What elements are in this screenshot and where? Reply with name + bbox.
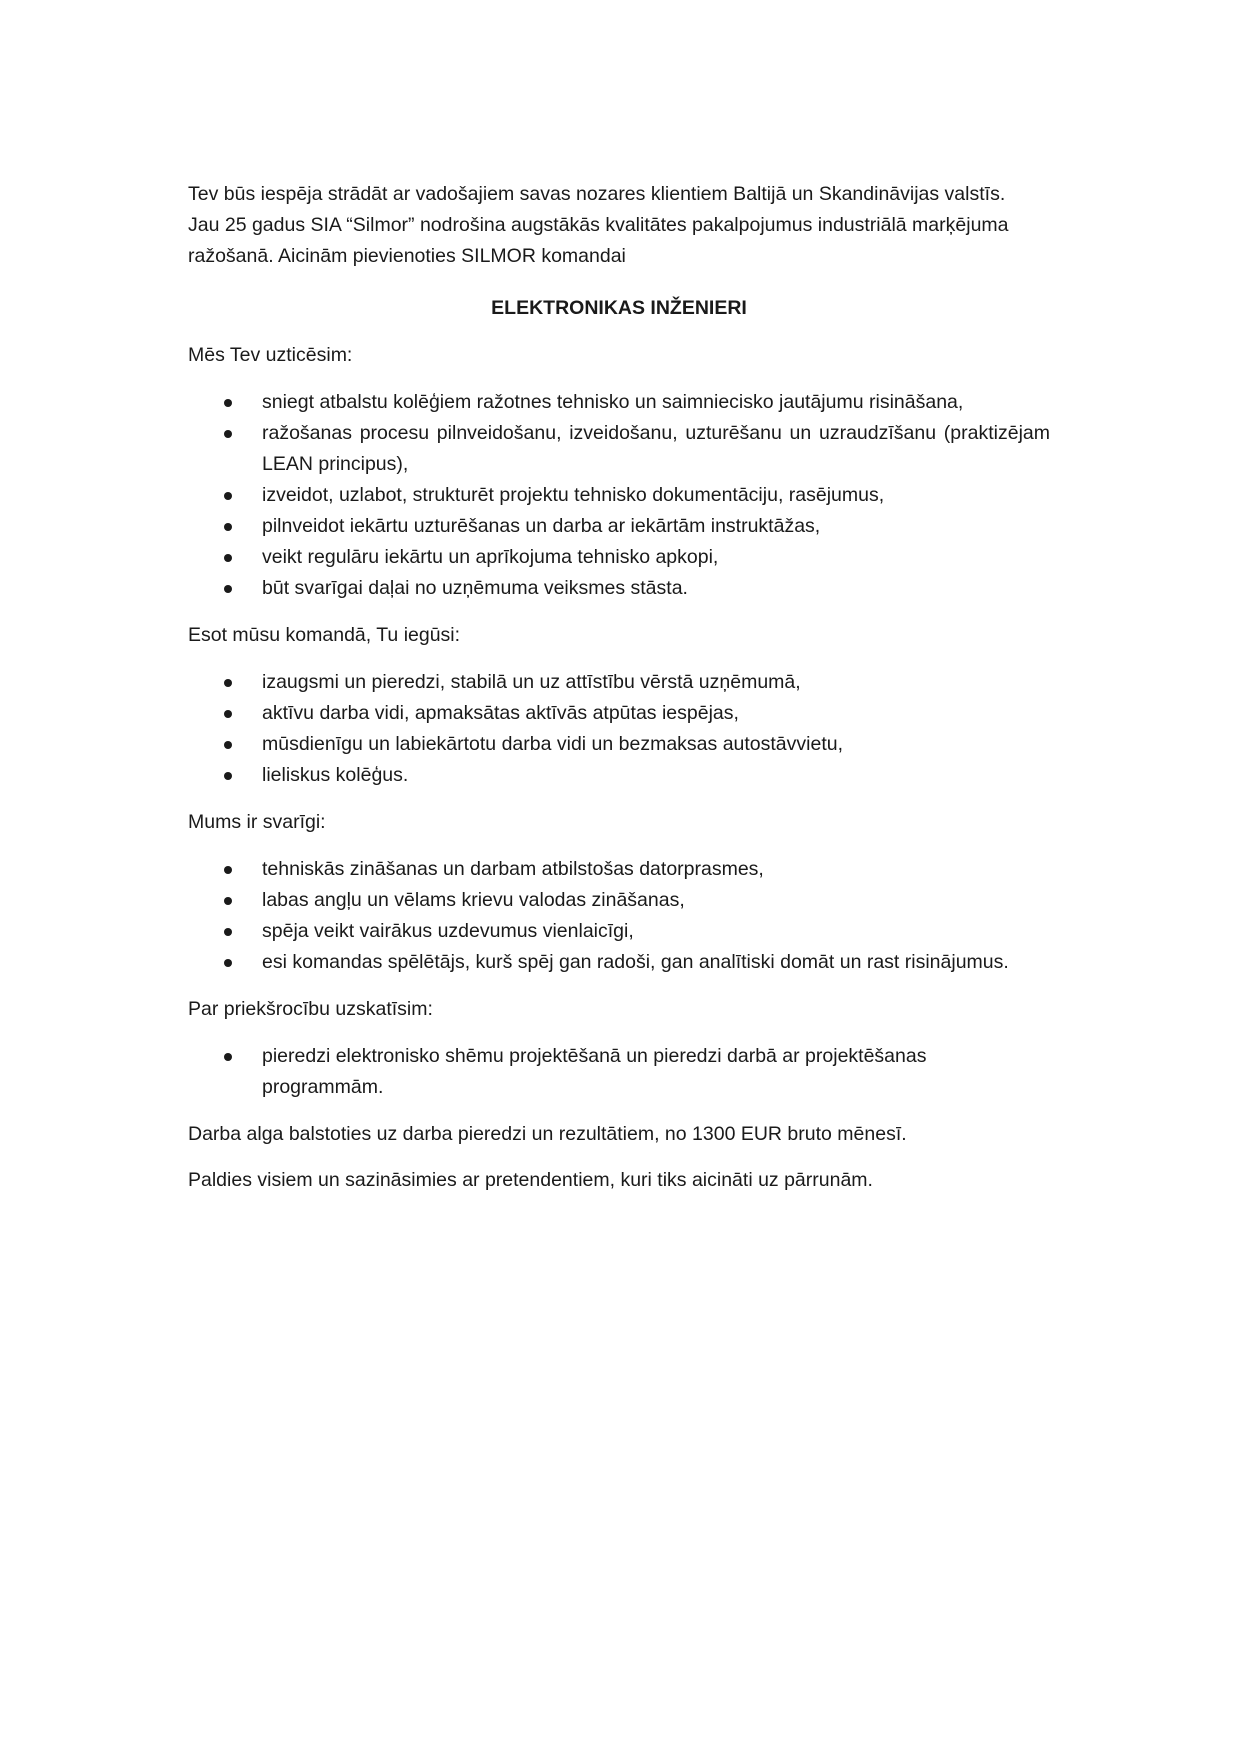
list-item-text: izaugsmi un pieredzi, stabilā un uz attīstību vērstā uzņēmumā,	[262, 671, 801, 693]
list-item	[188, 760, 1050, 791]
benefits-heading: Esot mūsu komandā, Tu iegūsi:	[188, 624, 461, 646]
benefits-list	[188, 667, 1050, 791]
bullet-icon	[224, 492, 232, 500]
list-item	[188, 916, 1050, 947]
intro-line: Jau 25 gadus SIA “Silmor” nodrošina augstākās kvalitātes pakalpojumus industriālā marķējuma	[188, 214, 1009, 236]
list-item-text: pieredzi elektronisko shēmu projektēšanā un pieredzi darbā ar projektēšanas programmām.	[262, 1045, 927, 1098]
intro-line: Tev būs iespēja strādāt ar vadošajiem savas nozares klientiem Baltijā un Skandināvijas valstīs.	[188, 183, 1006, 205]
list-item-text: aktīvu darba vidi, apmaksātas aktīvās atpūtas iespējas,	[262, 702, 739, 724]
bullet-icon	[224, 523, 232, 531]
list-item	[188, 885, 1050, 916]
list-item-text: sniegt atbalstu kolēģiem ražotnes tehnisko un saimniecisko jautājumu risināšana,	[262, 391, 964, 413]
bullet-icon	[224, 897, 232, 905]
advantages-list	[188, 1041, 1050, 1103]
bullet-icon	[224, 1053, 232, 1061]
list-item-text: izveidot, uzlabot, strukturēt projektu tehnisko dokumentāciju, rasējumus,	[262, 484, 885, 506]
list-item	[188, 418, 1050, 480]
advantages-heading: Par priekšrocību uzskatīsim:	[188, 998, 433, 1020]
intro-line: ražošanā. Aicinām pievienoties SILMOR komandai	[188, 245, 626, 267]
list-item	[188, 667, 1050, 698]
list-item	[188, 573, 1050, 604]
list-item-text: tehniskās zināšanas un darbam atbilstošas datorprasmes,	[262, 858, 764, 880]
list-item-text: ražošanas procesu pilnveidošanu, izveidošanu, uzturēšanu un uzraudzīšanu (praktizējam LEAN principus),	[262, 422, 1050, 475]
list-item-text: lieliskus kolēģus.	[262, 764, 409, 786]
list-item-text: pilnveidot iekārtu uzturēšanas un darba ar iekārtām instruktāžas,	[262, 515, 821, 537]
job-title: ELEKTRONIKAS INŽENIERI	[491, 297, 747, 319]
bullet-icon	[224, 772, 232, 780]
list-item-text: būt svarīgai daļai no uzņēmuma veiksmes stāsta.	[262, 577, 688, 599]
duties-heading: Mēs Tev uzticēsim:	[188, 344, 353, 366]
bullet-icon	[224, 430, 232, 438]
job-ad-document	[188, 179, 1050, 1196]
bullet-icon	[224, 585, 232, 593]
bullet-icon	[224, 866, 232, 874]
bullet-icon	[224, 710, 232, 718]
list-item-text: veikt regulāru iekārtu un aprīkojuma tehnisko apkopi,	[262, 546, 719, 568]
thanks-text: Paldies visiem un sazināsimies ar pretendentiem, kuri tiks aicināti uz pārrunām.	[188, 1169, 873, 1191]
salary-text: Darba alga balstoties uz darba pieredzi un rezultātiem, no 1300 EUR bruto mēnesī.	[188, 1123, 907, 1145]
list-item	[188, 698, 1050, 729]
requirements-heading: Mums ir svarīgi:	[188, 811, 326, 833]
bullet-icon	[224, 928, 232, 936]
list-item	[188, 947, 1050, 978]
list-item-text: esi komandas spēlētājs, kurš spēj gan radoši, gan analītiski domāt un rast risinājumus.	[262, 951, 1009, 973]
bullet-icon	[224, 679, 232, 687]
list-item	[188, 1041, 1050, 1103]
list-item	[188, 511, 1050, 542]
intro-paragraph	[188, 179, 1050, 272]
bullet-icon	[224, 741, 232, 749]
duties-list	[188, 387, 1050, 604]
list-item	[188, 480, 1050, 511]
bullet-icon	[224, 554, 232, 562]
list-item	[188, 729, 1050, 760]
bullet-icon	[224, 399, 232, 407]
list-item-text: labas angļu un vēlams krievu valodas zināšanas,	[262, 889, 685, 911]
list-item	[188, 387, 1050, 418]
requirements-list	[188, 854, 1050, 978]
list-item-text: mūsdienīgu un labiekārtotu darba vidi un bezmaksas autostāvvietu,	[262, 733, 844, 755]
bullet-icon	[224, 959, 232, 967]
list-item	[188, 542, 1050, 573]
list-item	[188, 854, 1050, 885]
list-item-text: spēja veikt vairākus uzdevumus vienlaicīgi,	[262, 920, 634, 942]
